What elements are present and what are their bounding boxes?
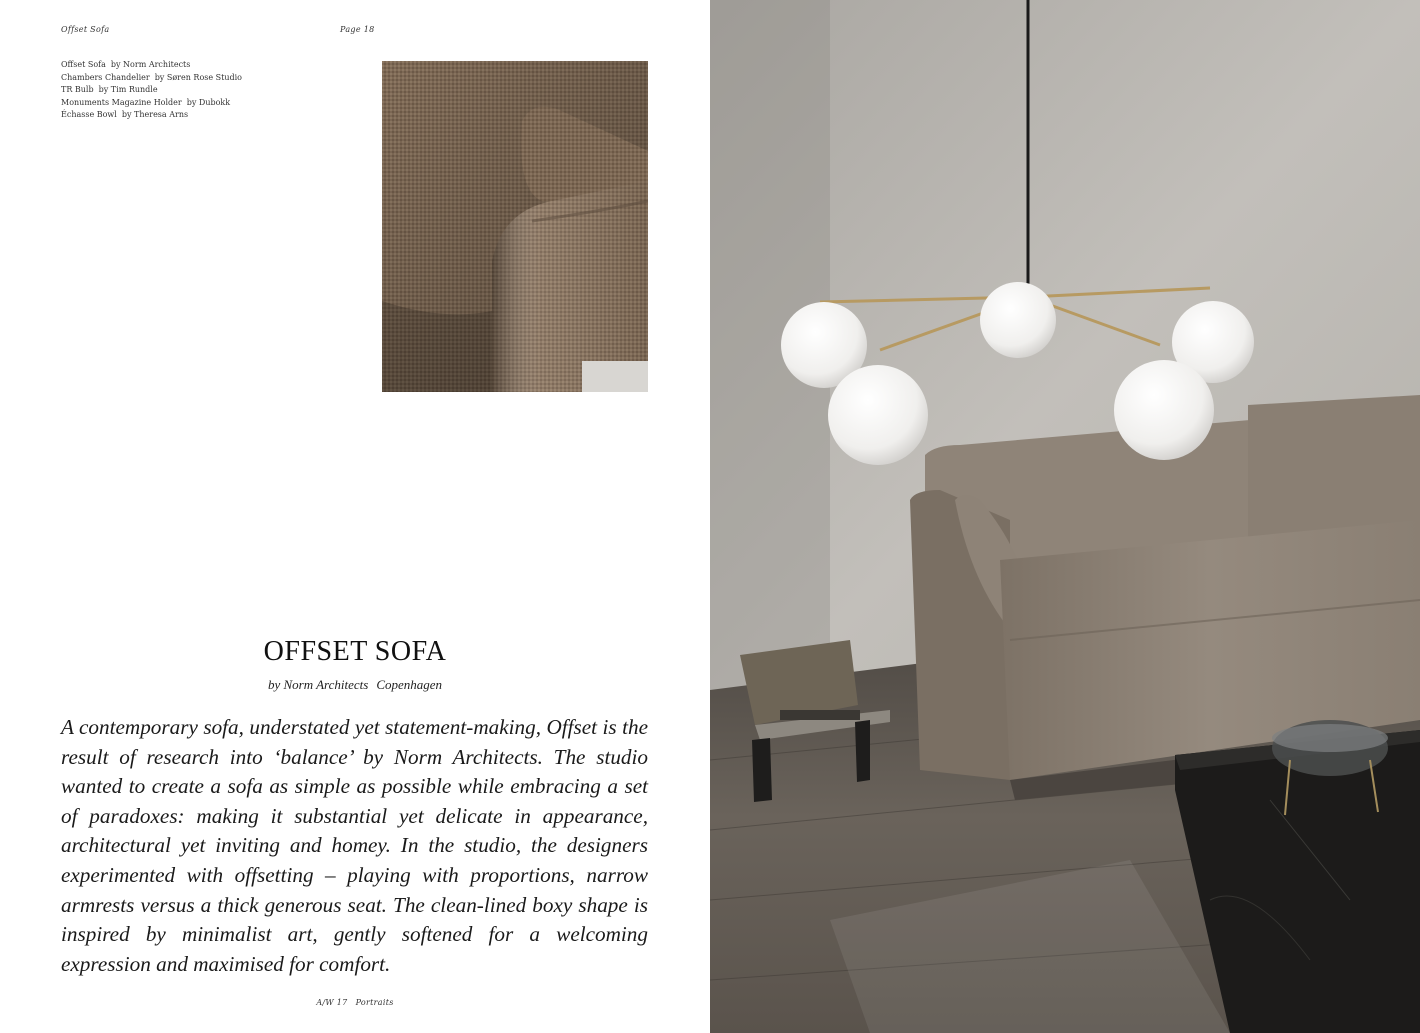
credit-designer: by Theresa Arns — [121, 110, 189, 120]
product-credits — [61, 59, 242, 122]
article-byline — [0, 677, 710, 693]
credit-designer: by Søren Rose Studio — [154, 72, 242, 82]
credit-designer: by Tim Rundle — [98, 85, 158, 95]
byline-city: Copenhagen — [376, 677, 443, 692]
credit-row — [61, 109, 242, 122]
interior-photo — [710, 0, 1420, 1033]
running-header-title: Offset Sofa — [61, 25, 110, 34]
article-body: A contemporary sofa, understated yet statement-making, Offset is the result of research into ‘balance’ by Norm Architects. The studio wanted to create a sofa as simple as possible while embracing a set of paradoxes: making it substantial yet delicate in appearance, architectural yet inviting and homey. In the studio, the designers experimented with offsetting – playing with proportions, narrow armrests versus a thick generous seat. The clean-lined boxy shape is inspired by minimalist art, gently softened for a welcoming expression and maximised for comfort. — [61, 715, 648, 976]
article-title: OFFSET SOFA — [263, 636, 447, 667]
credit-designer: by Dubokk — [186, 97, 231, 107]
credit-designer: by Norm Architects — [110, 60, 191, 69]
credit-product: TR Bulb — [61, 85, 94, 95]
footer-issue: A/W 17 — [316, 998, 348, 1007]
credit-product: Chambers Chandelier — [61, 72, 150, 82]
footer-section: Portraits — [355, 998, 394, 1007]
credit-product: Monuments Magazine Holder — [61, 97, 182, 107]
page-number: Page 18 — [340, 25, 375, 34]
credit-row — [61, 97, 242, 110]
fabric-detail-photo — [382, 61, 648, 392]
page-footer — [0, 998, 710, 1007]
credit-product: Échasse Bowl — [61, 110, 117, 120]
byline-designer: by Norm Architects — [267, 677, 369, 692]
credit-product: Offset Sofa — [61, 60, 106, 69]
credit-row — [61, 59, 242, 72]
credit-row — [61, 84, 242, 97]
credit-row — [61, 72, 242, 85]
